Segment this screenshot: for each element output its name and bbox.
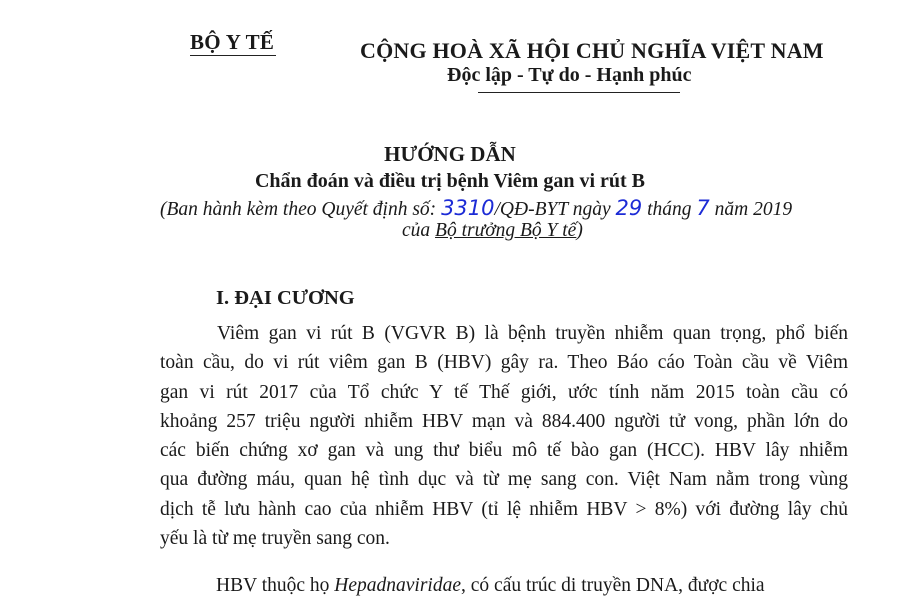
- virus-family-name: Hepadnaviridae: [334, 575, 462, 596]
- document-title: HƯỚNG DẪN: [384, 142, 516, 166]
- paragraph-2-prefix: HBV thuộc họ: [216, 575, 335, 596]
- paragraph-line: toàn cầu, do vi rút viêm gan B (HBV) gây ra. Theo Báo cáo Toàn cầu về Viêm: [160, 352, 848, 374]
- motto-underline: [478, 92, 680, 93]
- month-label: tháng: [647, 199, 692, 220]
- day-label: ngày: [572, 199, 611, 220]
- month-handwritten: 7: [696, 196, 710, 220]
- issuance-prefix: (Ban hành kèm theo Quyết định số:: [160, 199, 437, 220]
- issuer: Bộ trưởng Bộ Y tế: [435, 220, 577, 241]
- paragraph-line: dịch tễ lưu hành cao của nhiễm HBV (tỉ lệ nhiễm HBV > 8%) với đường lây chủ: [160, 498, 848, 520]
- ministry-name: BỘ Y TẾ: [190, 30, 275, 54]
- year-label: năm 2019: [714, 199, 793, 220]
- section-heading: I. ĐẠI CƯƠNG: [216, 287, 355, 309]
- issuance-line-2: [402, 220, 583, 242]
- day-handwritten: 29: [615, 196, 643, 220]
- paragraph-line: qua đường máu, quan hệ tình dục và từ mẹ sang con. Việt Nam nằm trong vùng: [160, 469, 848, 491]
- document-subtitle: Chẩn đoán và điều trị bệnh Viêm gan vi rút B: [254, 170, 646, 192]
- national-motto: Độc lập - Tự do - Hạnh phúc: [447, 64, 692, 86]
- issuer-suffix: ): [576, 220, 583, 241]
- paragraph-1: [160, 319, 848, 553]
- paragraph-line: gan vi rút 2017 của Tổ chức Y tế Thế giới, ước tính năm 2015 toàn cầu có: [160, 381, 848, 403]
- decision-suffix: /QĐ-BYT: [494, 199, 568, 220]
- paragraph-2: [216, 575, 856, 597]
- republic-name: CỘNG HOÀ XÃ HỘI CHỦ NGHĨA VIỆT NAM: [360, 38, 824, 63]
- decision-number-handwritten: 3310: [441, 196, 495, 220]
- paragraph-2-suffix: , có cấu trúc di truyền DNA, được chia: [461, 575, 765, 596]
- ministry-underline: [190, 55, 276, 56]
- paragraph-line: khoảng 257 triệu người nhiễm HBV mạn và 884.400 người tử vong, phần lớn do: [160, 410, 848, 432]
- paragraph-line: yếu là từ mẹ truyền sang con.: [160, 528, 390, 550]
- issuance-line: [160, 196, 792, 221]
- issuer-prefix: của: [402, 220, 436, 241]
- paragraph-line: Viêm gan vi rút B (VGVR B) là bệnh truyền nhiễm quan trọng, phổ biến: [217, 323, 848, 344]
- paragraph-line: các biến chứng xơ gan và ung thư biểu mô tế bào gan (HCC). HBV lây nhiễm: [160, 440, 848, 462]
